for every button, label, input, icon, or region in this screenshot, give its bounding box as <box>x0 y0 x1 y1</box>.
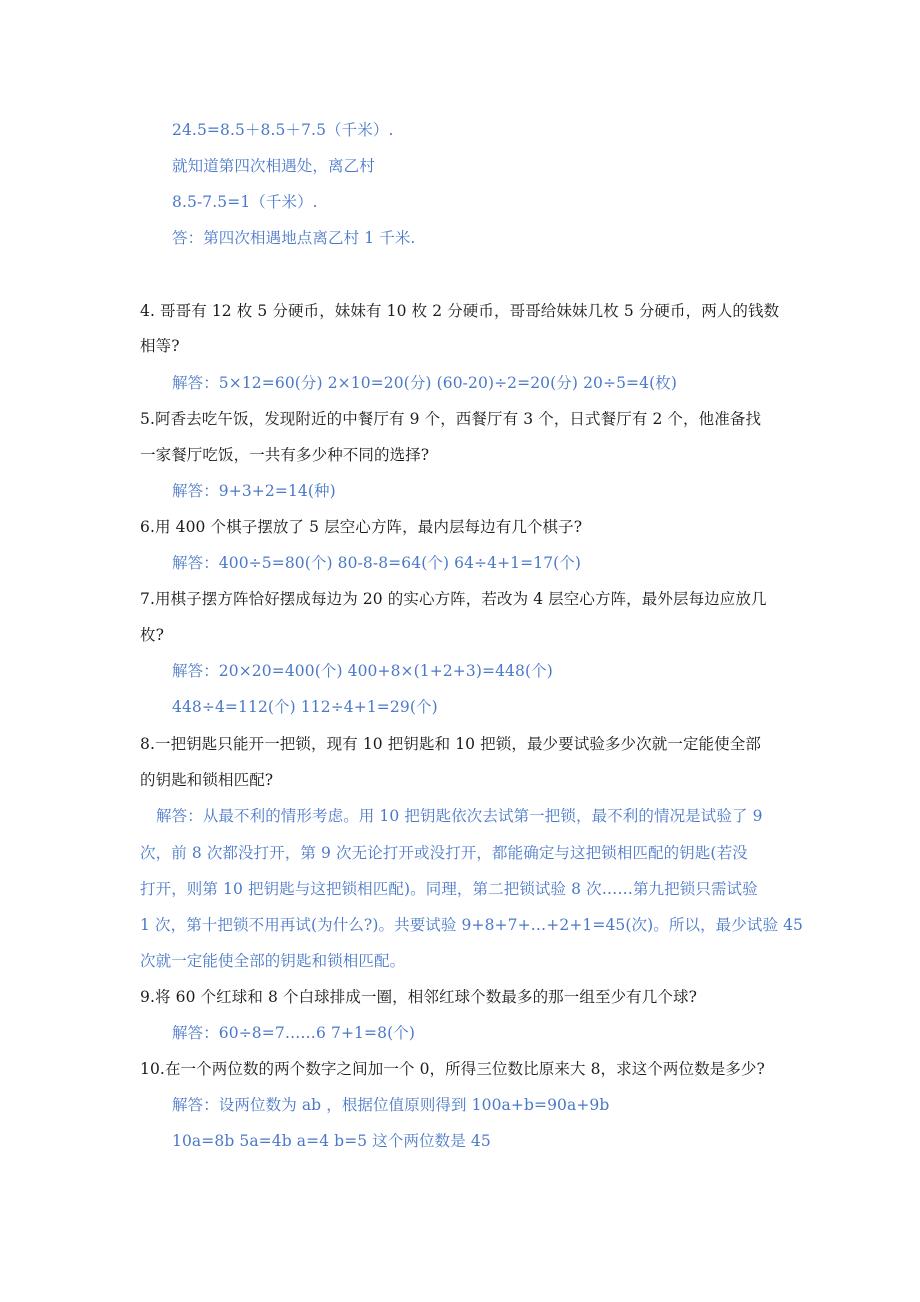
question-8-line-1: 8.一把钥匙只能开一把锁，现有 10 把钥匙和 10 把锁，最少要试验多少次就一定能使全部 <box>140 735 761 753</box>
prev-answer-line-1: 24.5=8.5＋8.5＋7.5（千米）. <box>172 121 394 139</box>
question-10-answer-1: 解答：设两位数为 ab ，根据位值原则得到 100a+b=90a+9b <box>172 1096 610 1114</box>
prev-answer-line-4: 答：第四次相遇地点离乙村 1 千米. <box>172 229 416 247</box>
question-9-answer: 解答：60÷8=7……6 7+1=8(个) <box>172 1024 415 1042</box>
prev-answer-line-2: 就知道第四次相遇处，离乙村 <box>172 157 375 175</box>
question-5-line-2: 一家餐厅吃饭，一共有多少种不同的选择? <box>140 446 430 464</box>
question-8-line-2: 的钥匙和锁相匹配? <box>140 771 274 789</box>
question-6-answer: 解答：400÷5=80(个) 80-8-8=64(个) 64÷4+1=17(个) <box>172 554 582 572</box>
question-10-line-1: 10.在一个两位数的两个数字之间加一个 0，所得三位数比原来大 8，求这个两位数是多少? <box>140 1060 765 1078</box>
question-6-line-1: 6.用 400 个棋子摆放了 5 层空心方阵，最内层每边有几个棋子? <box>140 518 583 536</box>
question-5-line-1: 5.阿香去吃午饭，发现附近的中餐厅有 9 个，西餐厅有 3 个，日式餐厅有 2 个，他准备找 <box>140 410 762 428</box>
question-7-line-1: 7.用棋子摆方阵恰好摆成每边为 20 的实心方阵，若改为 4 层空心方阵，最外层每边应放几 <box>140 590 767 608</box>
question-8-answer-2: 次，前 8 次都没打开，第 9 次无论打开或没打开，都能确定与这把锁相匹配的钥匙(若没 <box>140 844 748 862</box>
question-4-line-2: 相等? <box>140 337 180 355</box>
question-10-answer-2: 10a=8b 5a=4b a=4 b=5 这个两位数是 45 <box>172 1132 491 1150</box>
question-8-answer-4: 1 次，第十把锁不用再试(为什么?)。共要试验 9+8+7+…+2+1=45(次)。所以，最少试验 45 <box>140 916 804 934</box>
question-4-line-1: 4. 哥哥有 12 枚 5 分硬币，妹妹有 10 枚 2 分硬币，哥哥给妹妹几枚 5 分硬币，两人的钱数 <box>140 302 780 320</box>
question-4-answer: 解答：5×12=60(分) 2×10=20(分) (60-20)÷2=20(分) 20÷5=4(枚) <box>172 374 677 392</box>
question-8-answer-5: 次就一定能使全部的钥匙和锁相匹配。 <box>140 952 406 970</box>
question-7-answer-2: 448÷4=112(个) 112÷4+1=29(个) <box>172 698 438 716</box>
question-8-answer-1: 解答：从最不利的情形考虑。用 10 把钥匙依次去试第一把锁，最不利的情况是试验了 9 <box>156 807 763 825</box>
question-8-answer-3: 打开，则第 10 把钥匙与这把锁相匹配)。同理，第二把锁试验 8 次……第九把锁只需试验 <box>140 880 758 898</box>
question-5-answer: 解答：9+3+2=14(种) <box>172 482 336 500</box>
question-7-line-2: 枚? <box>140 626 165 644</box>
prev-answer-line-3: 8.5-7.5=1（千米）. <box>172 193 318 211</box>
question-7-answer-1: 解答：20×20=400(个) 400+8×(1+2+3)=448(个) <box>172 662 553 680</box>
question-9-line-1: 9.将 60 个红球和 8 个白球排成一圈，相邻红球个数最多的那一组至少有几个球? <box>140 988 697 1006</box>
